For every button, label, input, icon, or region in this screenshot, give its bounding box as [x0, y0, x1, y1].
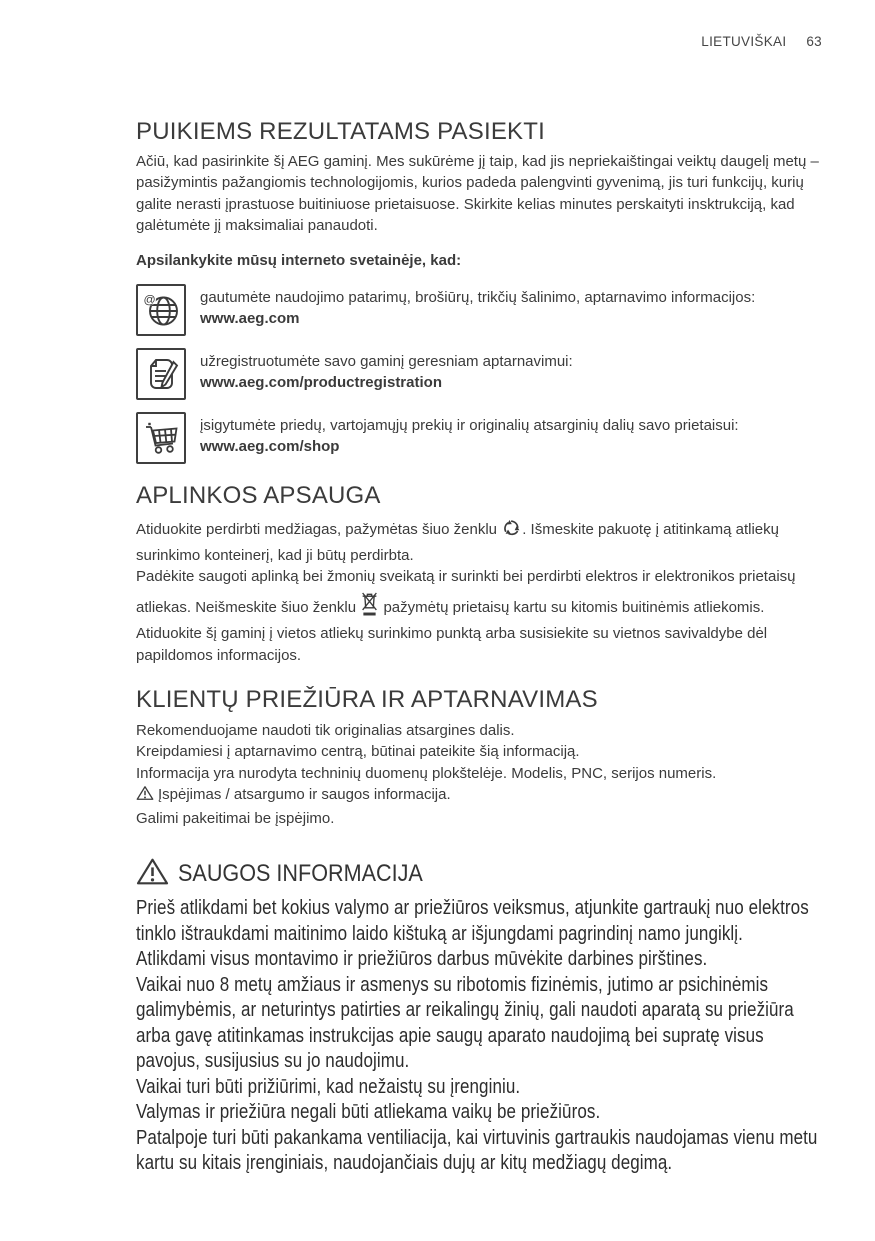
intro-paragraph: Ačiū, kad pasirinkite šį AEG gaminį. Mes sukūrėme jį taip, kad jis nepriekaištingai veiktų daugelį metų – pasižymintis pažangiomis technologijomis, kurios padeda palengvinti gyvenimą, jis turi funkcijų, kurių galite nerasti įprastuose buitiniuose prietaisuose. Skirkite kelias minutes perskaityti insktrukciją, kad galėtumėte jį maksimaliai panaudoti. — [136, 152, 819, 235]
safety-paragraph: Vaikai turi būti prižiūrimi, kad nežaistų su įrenginiu. — [136, 1075, 521, 1098]
safety-paragraph: Atlikdami visus montavimo ir priežiūros darbus mūvėkite darbines pirštines. — [136, 948, 708, 971]
header-page-number: 63 — [806, 34, 822, 49]
great-results-title: PUIKIEMS REZULTATAMS PASIEKTI — [136, 118, 545, 145]
care-line: Kreipdamiesi į aptarnavimo centrą, būtinai pateikite šią informaciją. — [136, 743, 580, 761]
web-item-url: www.aeg.com/shop — [200, 437, 340, 455]
safety-paragraph: Prieš atlikdami bet kokius valymo ar priežiūros veiksmus, atjunkite gartraukį nuo elektros tinklo ištraukdami maitinimo laido kištuką ar išjungdami pagrindinį namo jungiklį. — [136, 897, 809, 945]
web-item-description: gautumėte naudojimo patarimų, brošiūrų, trikčių šalinimo, aptarnavimo informacijos: — [200, 288, 756, 306]
env-p1-text-after: . Išmeskite pakuotę į atitinkamą atliekų surinkimo konteinerį, kad ji būtų perdirbta. — [136, 521, 779, 564]
environment-title: APLINKOS APSAUGA — [136, 481, 381, 509]
website-heading: Apsilankykite mūsų interneto svetainėje, kad: — [136, 251, 462, 269]
safety-paragraph: Patalpoje turi būti pakankama ventiliacija, kai virtuvinis gartraukis naudojamas vienu metu kartu su kitais įrenginiais, naudojančiais dujų ar kitų medžiagų degimą. — [136, 1126, 818, 1175]
customer-care-title: KLIENTŲ PRIEŽIŪRA IR APTARNAVIMAS — [136, 686, 598, 714]
web-item-text — [200, 348, 573, 393]
register-document-icon — [136, 348, 186, 400]
environment-paragraph-2 — [136, 566, 820, 666]
warning-triangle-icon — [136, 857, 169, 891]
care-line: Rekomenduojame naudoti tik originalias atsargines dalis. — [136, 721, 515, 739]
web-item-url: www.aeg.com — [200, 309, 300, 327]
svg-text:@: @ — [143, 292, 156, 307]
web-item-support-info — [136, 284, 820, 336]
care-warning-line — [136, 784, 820, 808]
care-line: Informacija yra nurodyta techninių duomenų plokštelėje. Modelis, PNC, serijos numeris. — [136, 764, 717, 782]
web-item-text — [200, 412, 739, 457]
web-item-description: įsigytumėte priedų, vartojamųjų prekių ir originalių atsarginių dalių savo prietaisui: — [200, 416, 739, 434]
web-item-registration — [136, 348, 820, 400]
warning-triangle-icon — [136, 785, 154, 808]
web-item-shop — [136, 412, 820, 464]
env-p1-text-before: Atiduokite perdirbti medžiagas, pažymėtas šiuo ženklu — [136, 521, 498, 539]
care-note: Galimi pakeitimai be įspėjimo. — [136, 809, 335, 827]
environment-paragraph-1 — [136, 518, 820, 566]
safety-paragraph: Vaikai nuo 8 metų amžiaus ir asmenys su ribotomis fizinėmis, jutimo ar psichinėmis galimybėmis, ar neturintys patirties ar reikalingų žinių, gali naudoti aparatą su priežiūra arba gavę atitinkamas instrukcijas apie saugų aparato naudojimą bei supratę visus pavojus, susijusius su jo naudojimu. — [136, 973, 794, 1073]
web-item-description: užregistruotumėte savo gaminį geresniam aptarnavimui: — [200, 352, 573, 370]
safety-title: SAUGOS INFORMACIJA — [178, 860, 423, 888]
web-item-url: www.aeg.com/productregistration — [200, 373, 442, 391]
globe-at-icon — [136, 284, 186, 336]
shopping-cart-icon — [136, 412, 186, 464]
safety-section-heading — [136, 857, 820, 891]
safety-paragraph: Valymas ir priežiūra negali būti atliekama vaikų be priežiūros. — [136, 1101, 601, 1124]
web-item-text — [200, 284, 755, 329]
recycle-icon — [501, 525, 522, 542]
weee-crossed-bin-icon — [360, 588, 379, 624]
care-warning-text: Įspėjimas / atsargumo ir saugos informacija. — [158, 786, 451, 804]
safety-body — [136, 896, 820, 1177]
env-p2-text-after: pažymėtų prietaisų kartu su kitomis buitinėmis atliekomis. Atiduokite šį gaminį į vietos atliekų surinkimo punktą arba susisiekite su vietnos savivaldybe dėl papildomos informacijos. — [136, 598, 768, 664]
page-content — [136, 0, 820, 1177]
header-language-label: LIETUVIŠKAI — [701, 34, 787, 49]
customer-care-lines — [136, 720, 820, 830]
env-p2-text-before: Padėkite saugoti aplinką bei žmonių sveikatą ir surinkti bei perdirbti elektros ir elektronikos prietaisų atliekas. Neišmeskite šiuo ženklu — [136, 568, 796, 616]
